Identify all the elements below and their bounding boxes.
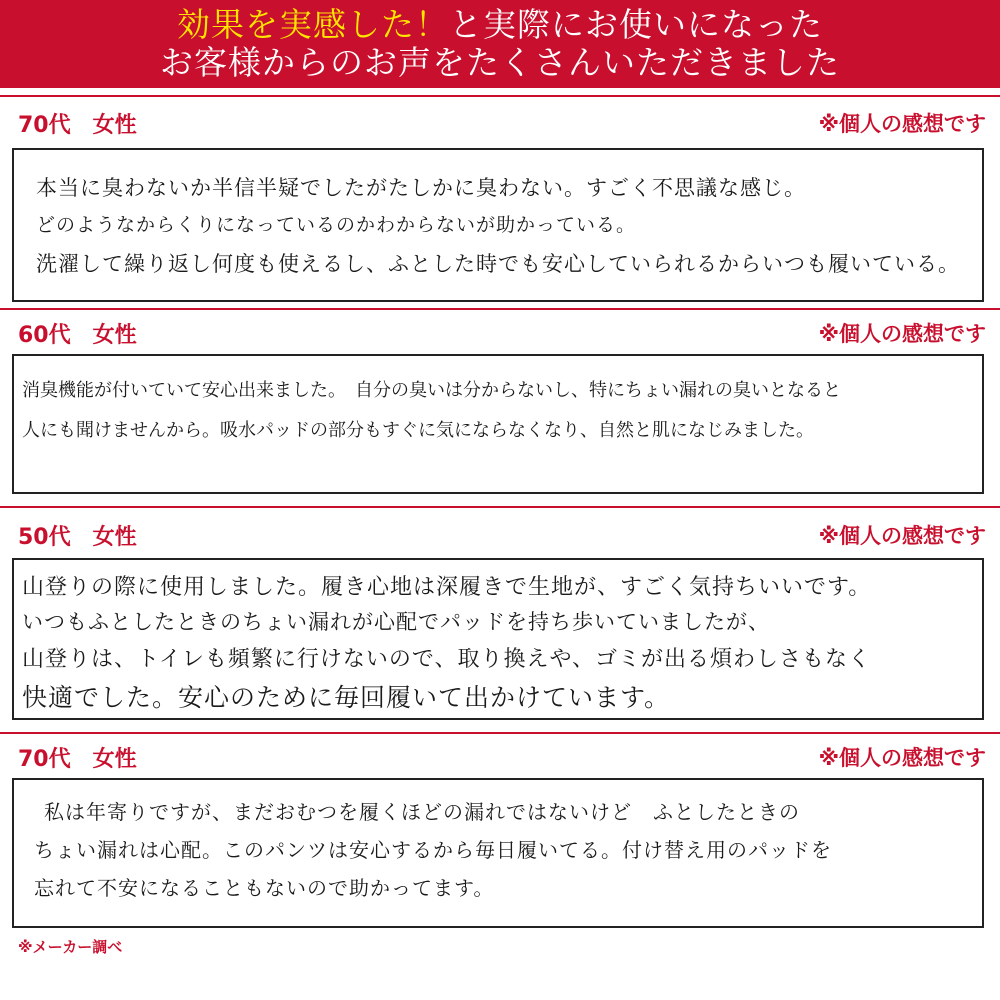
reviewer-age: 70代 女性 [18, 113, 137, 138]
section-divider [0, 95, 1000, 97]
comment-line: 本当に臭わないか半信半疑でしたがたしかに臭わない。すごく不思議な感じ。 [36, 176, 806, 200]
section-divider [0, 506, 1000, 508]
review-card [0, 516, 1000, 722]
disclaimer-note: ※個人の感想です [818, 112, 986, 136]
handwritten-comment-box [12, 558, 984, 720]
handwritten-comment-box [12, 778, 984, 928]
comment-line: 消臭機能が付いていて安心出来ました。 自分の臭いは分からないし、特にちょい漏れの臭いとなると [22, 380, 841, 401]
review-card [0, 104, 1000, 304]
disclaimer-note: ※個人の感想です [818, 524, 986, 548]
comment-line: いつもふとしたときのちょい漏れが心配でパッドを持ち歩いていましたが、 [22, 610, 770, 634]
banner-line-1 [177, 6, 823, 44]
comment-line: 快適でした。安心のために毎回履いて出かけています。 [22, 683, 671, 712]
review-header [0, 738, 1000, 778]
review-header [0, 104, 1000, 144]
disclaimer-note: ※個人の感想です [818, 746, 986, 770]
review-header [0, 516, 1000, 556]
banner-line-1-rest: と実際にお使いになった [449, 5, 823, 44]
comment-line: ちょい漏れは心配。このパンツは安心するから毎日履いてる。付け替え用のパッドを [34, 838, 832, 862]
review-card [0, 738, 1000, 930]
comment-line: 山登りは、トイレも頻繁に行けないので、取り換えや、ゴミが出る煩わしさもなく [22, 647, 872, 672]
comment-line: どのようなからくりになっているのかわからないが助かっている。 [36, 214, 637, 236]
section-divider [0, 308, 1000, 310]
comment-line: 山登りの際に使用しました。履き心地は深履きで生地が、すごく気持ちいいです。 [22, 575, 872, 600]
banner-line-2: お客様からのお声をたくさんいただきました [160, 43, 840, 82]
footer-note: ※メーカー調べ [18, 938, 123, 956]
section-divider [0, 732, 1000, 734]
comment-line: 私は年寄りですが、まだおむつを履くほどの漏れではないけど ふとしたときの [44, 800, 800, 824]
comment-line: 忘れて不安になることもないので助かってます。 [34, 876, 495, 900]
comment-line: 人にも聞けませんから。吸水パッドの部分もすぐに気にならなくなり、自然と肌になじみました。 [22, 420, 814, 441]
disclaimer-note: ※個人の感想です [818, 322, 986, 346]
handwritten-comment-box [12, 354, 984, 494]
comment-line: 洗濯して繰り返し何度も使えるし、ふとした時でも安心していられるからいつも履いている。 [36, 252, 960, 276]
handwritten-comment-box [12, 148, 984, 302]
header-banner [0, 0, 1000, 88]
banner-highlight: 効果を実感した！ [177, 5, 449, 44]
reviewer-age: 50代 女性 [18, 525, 137, 550]
review-card [0, 314, 1000, 494]
reviewer-age: 70代 女性 [18, 747, 137, 772]
reviewer-age: 60代 女性 [18, 323, 137, 348]
review-header [0, 314, 1000, 354]
